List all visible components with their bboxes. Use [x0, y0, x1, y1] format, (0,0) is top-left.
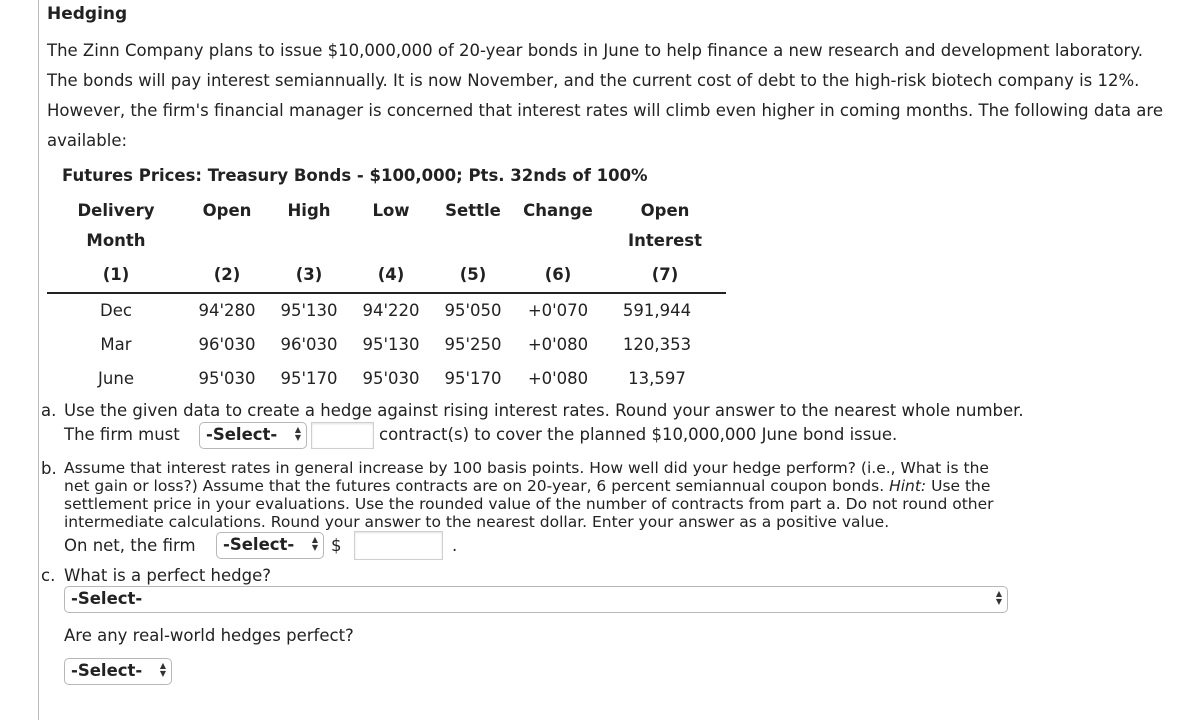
- updown-arrows-icon: ▲ ▼: [311, 535, 318, 552]
- contracts-input[interactable]: [311, 422, 374, 449]
- cell-open: 95'030: [198, 369, 256, 388]
- part-a-question: Use the given data to create a hedge against rising interest rates. Round your answer to the nearest whole number.: [64, 401, 1024, 420]
- cell-month: June: [98, 369, 134, 388]
- currency-symbol: $: [331, 536, 342, 555]
- part-b-line-2-wrap: [64, 477, 990, 495]
- hint-text: Use the: [931, 477, 991, 495]
- header-open-interest: Open: [640, 201, 690, 220]
- part-b-prefix: On net, the firm: [64, 536, 196, 555]
- header-settle: Settle: [445, 201, 501, 220]
- updown-arrows-icon: ▲ ▼: [995, 589, 1002, 606]
- header-interest: Interest: [627, 231, 702, 250]
- perfect-hedge-select[interactable]: [64, 586, 1008, 613]
- cell-low: 94'220: [362, 301, 420, 320]
- col-num-4: (4): [377, 265, 405, 284]
- cell-open-interest: 120,353: [622, 335, 692, 354]
- part-b-line-4: intermediate calculations. Round your answer to the nearest dollar. Enter your answer as a positive value.: [64, 513, 890, 531]
- cell-low: 95'130: [362, 335, 420, 354]
- cell-settle: 95'170: [444, 369, 502, 388]
- part-b-label: b.: [41, 459, 57, 478]
- cell-month: Mar: [100, 335, 132, 354]
- part-a-suffix: contract(s) to cover the planned $10,000,000 June bond issue.: [379, 425, 898, 444]
- header-month: Month: [86, 231, 146, 250]
- select-value: -Select-: [206, 425, 278, 444]
- cell-settle: 95'250: [444, 335, 502, 354]
- cell-settle: 95'050: [444, 301, 502, 320]
- select-value: -Select-: [71, 589, 143, 608]
- real-world-hedges-select[interactable]: [64, 658, 172, 685]
- hint-label: Hint:: [889, 477, 927, 495]
- net-amount-input[interactable]: [354, 531, 443, 560]
- col-num-2: (2): [213, 265, 241, 284]
- part-c-question: What is a perfect hedge?: [64, 566, 271, 585]
- col-num-6: (6): [544, 265, 572, 284]
- header-change: Change: [523, 201, 593, 220]
- header-high: High: [287, 201, 331, 220]
- col-num-1: (1): [102, 265, 130, 284]
- header-delivery: Delivery: [77, 201, 155, 220]
- cell-low: 95'030: [362, 369, 420, 388]
- cell-open-interest: 13,597: [628, 369, 686, 388]
- col-num-3: (3): [295, 265, 323, 284]
- table-divider: [47, 292, 726, 294]
- intro-paragraph: The Zinn Company plans to issue $10,000,000 of 20-year bonds in June to help finance a new research and development laboratory. The bonds will pay interest semiannually. It is now November, and the current cost of debt to the high-risk biotech company is 12%. However, the firm's financial manager is concerned that interest rates will climb even higher in coming months. The following data are available:: [47, 41, 1163, 150]
- header-low: Low: [372, 201, 410, 220]
- part-a-label: a.: [41, 401, 57, 420]
- futures-table-title: Futures Prices: Treasury Bonds - $100,000; Pts. 32nds of 100%: [62, 166, 648, 185]
- cell-high: 96'030: [280, 335, 338, 354]
- col-num-7: (7): [651, 265, 679, 284]
- part-c-question-2: Are any real-world hedges perfect?: [64, 626, 354, 645]
- cell-open: 94'280: [198, 301, 256, 320]
- cell-month: Dec: [100, 301, 132, 320]
- cell-open-interest: 591,944: [622, 301, 692, 320]
- cell-change: +0'070: [527, 301, 589, 320]
- part-a-prefix: The firm must: [64, 425, 180, 444]
- part-b-gain-loss-select[interactable]: [216, 532, 324, 559]
- select-value: -Select-: [71, 661, 143, 680]
- page-title: Hedging: [47, 4, 128, 24]
- select-value: -Select-: [223, 535, 295, 554]
- updown-arrows-icon: ▲ ▼: [294, 425, 301, 442]
- cell-change: +0'080: [527, 335, 589, 354]
- sentence-period: .: [452, 536, 458, 555]
- part-b-line-2: net gain or loss?) Assume that the futures contracts are on 20-year, 6 percent semiannual coupon bonds.: [64, 477, 885, 495]
- updown-arrows-icon: ▲ ▼: [159, 661, 166, 678]
- part-c-label: c.: [41, 566, 56, 585]
- cell-high: 95'130: [280, 301, 338, 320]
- part-b-line-3: settlement price in your evaluations. Use the rounded value of the number of contracts from part a. Do not round other: [64, 495, 994, 513]
- part-a-action-select[interactable]: [199, 422, 307, 449]
- cell-high: 95'170: [280, 369, 338, 388]
- cell-change: +0'080: [527, 369, 589, 388]
- cell-open: 96'030: [198, 335, 256, 354]
- col-num-5: (5): [459, 265, 487, 284]
- part-b-line-1: Assume that interest rates in general increase by 100 basis points. How well did your hedge perform? (i.e., What is the: [64, 459, 989, 477]
- header-open: Open: [202, 201, 252, 220]
